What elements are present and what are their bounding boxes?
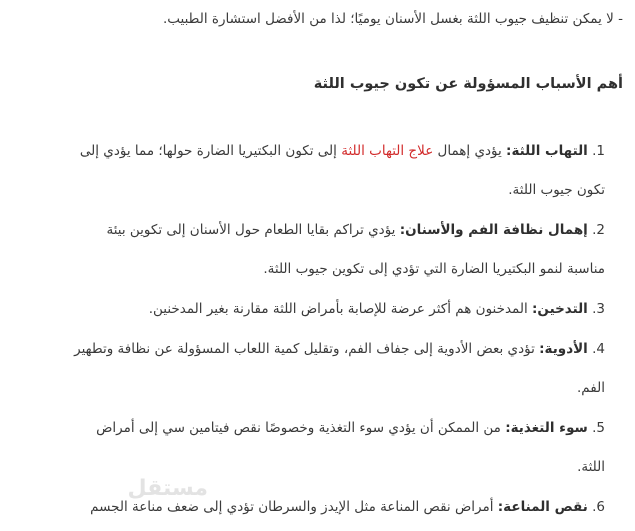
item-term: سوء التغذية: [505, 420, 588, 436]
list-item [66, 290, 605, 329]
causes-list [66, 132, 605, 528]
item-term: نقص المناعة: [497, 499, 588, 515]
list-item [66, 488, 605, 527]
item-number: 3. [592, 301, 605, 317]
list-item [66, 409, 605, 487]
item-number: 5. [592, 420, 605, 436]
item-number: 4. [592, 341, 605, 357]
item-term: التهاب اللثة: [506, 143, 588, 159]
item-text: يؤدي إهمال [433, 143, 507, 159]
list-item [66, 132, 605, 210]
item-term: التدخين: [532, 301, 588, 317]
item-text: المدخنون هم أكثر عرضة للإصابة بأمراض اللثة مقارنة بغير المدخنين. [148, 301, 533, 317]
item-text: أمراض نقص المناعة مثل الإيدز والسرطان تؤدي إلى ضعف مناعة الجسم [90, 499, 498, 515]
item-term: إهمال نظافة الفم والأسنان: [399, 222, 588, 238]
item-term: الأدوية: [539, 341, 588, 357]
list-item [66, 211, 605, 289]
item-number: 2. [592, 222, 605, 238]
item-text: يؤدي تراكم بقايا الطعام حول الأسنان إلى تكوين بيئة مناسبة لنمو البكتيريا الضارة التي تؤدي إلى تكوين جيوب اللثة. [106, 222, 605, 277]
intro-note: - لا يمكن تنظيف جيوب اللثة بغسل الأسنان يوميًا؛ لذا من الأفضل استشارة الطبيب. [162, 11, 623, 27]
section-heading: أهم الأسباب المسؤولة عن تكون جيوب اللثة [313, 76, 623, 92]
item-number: 6. [592, 499, 605, 515]
item-number: 1. [592, 143, 605, 159]
list-item [66, 330, 605, 408]
item-text: من الممكن أن يؤدي سوء التغذية وخصوصًا نقص فيتامين سي إلى أمراض اللثة. [96, 420, 605, 475]
item-text: إلى تكون البكتيريا الضارة حولها؛ مما يؤدي إلى تكون جيوب اللثة. [79, 143, 605, 198]
watermark-text: مستقل [127, 476, 208, 501]
item-text: تؤدي بعض الأدوية إلى جفاف الفم، وتقليل كمية اللعاب المسؤولة عن نظافة وتطهير الفم. [74, 341, 605, 396]
gum-treatment-link[interactable]: علاج التهاب اللثة [341, 143, 434, 159]
